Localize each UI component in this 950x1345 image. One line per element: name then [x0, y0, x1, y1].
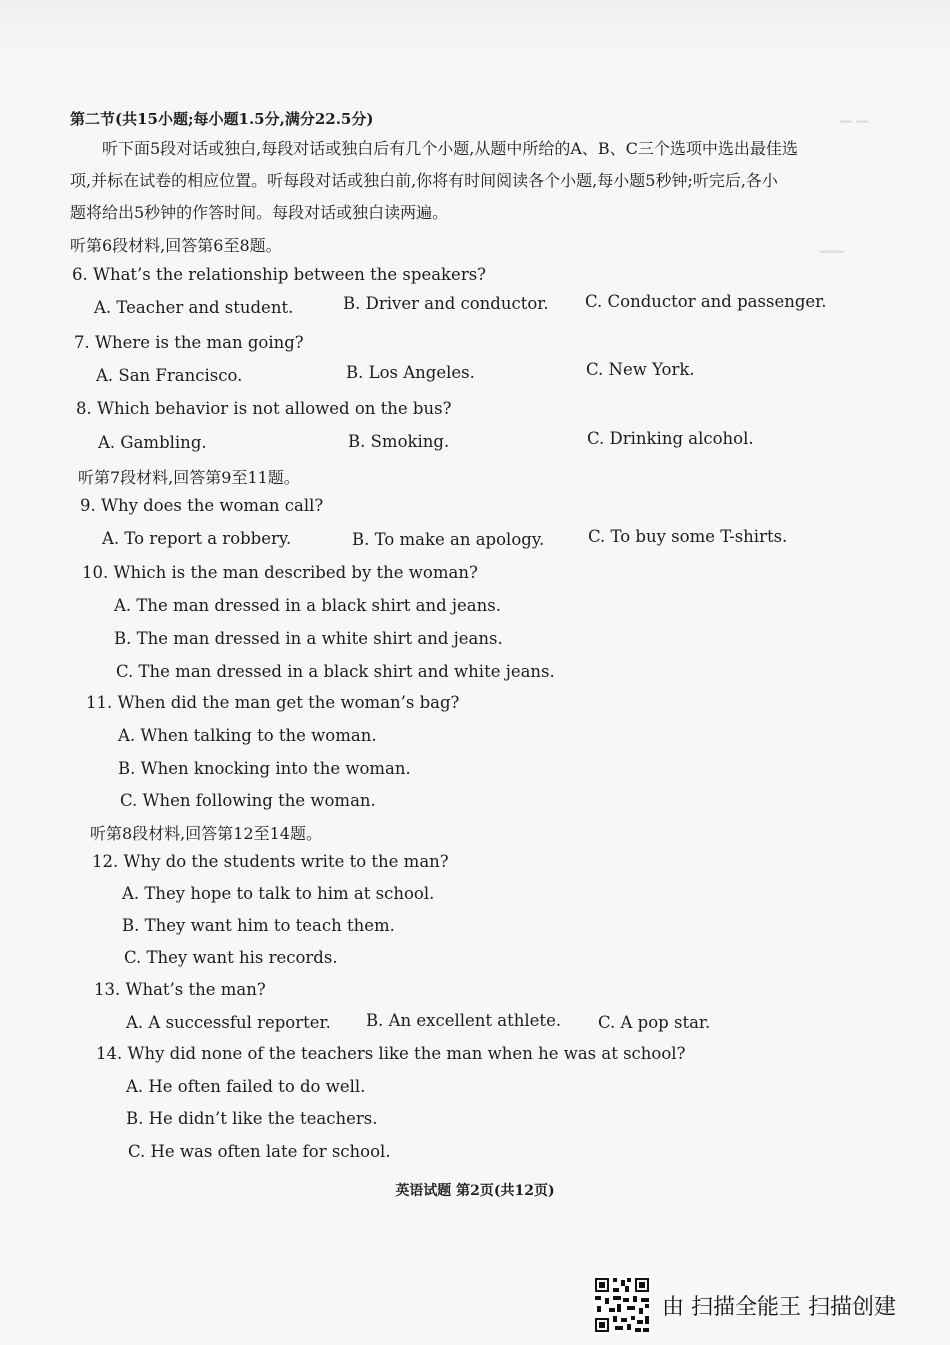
option-b: B. He didn’t like the teachers.	[126, 1109, 378, 1128]
option-a: A. He often failed to do well.	[126, 1077, 366, 1096]
option-a: A. Teacher and student.	[94, 298, 294, 317]
question-stem: 7. Where is the man going?	[74, 333, 304, 352]
option-b: B. Smoking.	[348, 432, 450, 451]
option-b: B. The man dressed in a white shirt and jeans.	[114, 629, 503, 648]
option-a: A. When talking to the woman.	[118, 726, 377, 745]
question-stem: 13. What’s the man?	[94, 980, 266, 999]
option-b: B. An excellent athlete.	[366, 1011, 562, 1030]
option-c: C. A pop star.	[598, 1013, 711, 1032]
option-c: C. The man dressed in a black shirt and white jeans.	[116, 662, 555, 681]
scan-top-strip	[0, 0, 950, 55]
option-a: A. To report a robbery.	[102, 529, 292, 548]
option-a: A. A successful reporter.	[126, 1013, 331, 1032]
option-c: C. When following the woman.	[120, 791, 376, 810]
option-b: B. They want him to teach them.	[122, 916, 395, 935]
bleed-through-mark: ▁▁	[820, 235, 844, 253]
option-c: C. He was often late for school.	[128, 1142, 391, 1161]
scanner-watermark: 由 扫描全能王 扫描创建	[662, 1295, 896, 1320]
question-stem: 14. Why did none of the teachers like the man when he was at school?	[96, 1044, 686, 1063]
option-b: B. Driver and conductor.	[343, 294, 549, 313]
option-c: C. New York.	[586, 360, 695, 379]
section-header: 第二节(共15小题;每小题1.5分,满分22.5分)	[70, 110, 374, 128]
option-c: C. To buy some T-shirts.	[588, 527, 788, 546]
bleed-through-mark: ▁ ▁	[840, 105, 868, 123]
option-b: B. To make an apology.	[352, 530, 545, 549]
instruction-line: 项,并标在试卷的相应位置。听每段对话或独白前,你将有时间阅读各个小题,每小题5秒钟;听完后,各小	[70, 171, 778, 190]
question-stem: 9. Why does the woman call?	[80, 496, 324, 515]
option-c: C. Conductor and passenger.	[585, 292, 827, 311]
group-heading: 听第8段材料,回答第12至14题。	[90, 824, 322, 843]
option-c: C. Drinking alcohol.	[587, 429, 754, 448]
option-a: A. San Francisco.	[96, 366, 243, 385]
option-b: B. When knocking into the woman.	[118, 759, 411, 778]
group-heading: 听第7段材料,回答第9至11题。	[78, 468, 300, 487]
option-a: A. The man dressed in a black shirt and jeans.	[114, 596, 501, 615]
question-stem: 10. Which is the man described by the woman?	[82, 563, 478, 582]
question-stem: 12. Why do the students write to the man?	[92, 852, 449, 871]
option-c: C. They want his records.	[124, 948, 338, 967]
instruction-line: 题将给出5秒钟的作答时间。每段对话或独白读两遍。	[70, 203, 449, 222]
option-a: A. They hope to talk to him at school.	[122, 884, 435, 903]
instruction-line: 听下面5段对话或独白,每段对话或独白后有几个小题,从题中所给的A、B、C三个选项中选出最佳选	[102, 139, 798, 158]
page-footer: 英语试题 第2页(共12页)	[395, 1183, 555, 1199]
group-heading: 听第6段材料,回答第6至8题。	[70, 236, 282, 255]
qr-code-icon	[593, 1276, 651, 1334]
question-stem: 8. Which behavior is not allowed on the bus?	[76, 399, 452, 418]
option-b: B. Los Angeles.	[346, 363, 475, 382]
option-a: A. Gambling.	[98, 433, 207, 452]
question-stem: 11. When did the man get the woman’s bag?	[86, 693, 460, 712]
question-stem: 6. What’s the relationship between the speakers?	[72, 265, 487, 284]
